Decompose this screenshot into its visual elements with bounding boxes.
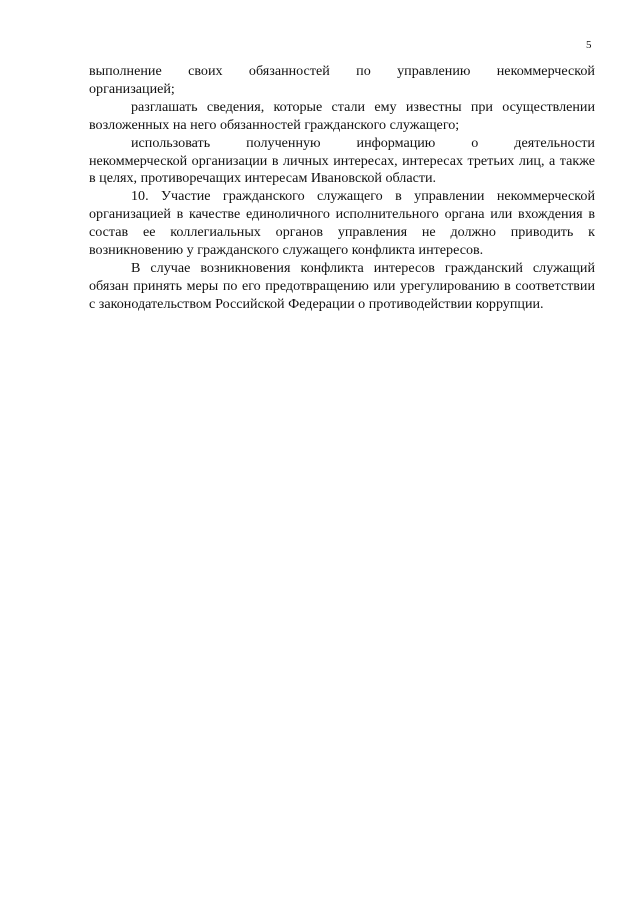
word: полученную xyxy=(246,134,321,151)
word: некоммерческой xyxy=(496,63,595,79)
word: выполнение xyxy=(89,63,162,79)
paragraph-information-use xyxy=(89,135,595,189)
word: своих xyxy=(188,63,223,79)
paragraph-first-line xyxy=(89,135,595,153)
word: деятельности xyxy=(514,134,595,151)
word: обязанностей xyxy=(248,63,330,79)
page-number: 5 xyxy=(586,39,592,51)
word: управлению xyxy=(397,63,471,79)
paragraph-duties xyxy=(89,63,595,99)
word: по xyxy=(356,63,371,79)
paragraph-disclosure: разглашать сведения, которые стали ему известны при осуществлении возложенных на него обязанностей гражданского служащего; xyxy=(89,98,595,133)
paragraph-first-line xyxy=(89,63,595,81)
paragraph-continuation: некоммерческой организации в личных интересах, интересах третьих лиц, а также в целях, противоречащих интересам Ивановской области. xyxy=(89,152,595,187)
word: информацию xyxy=(356,134,436,151)
paragraph-conflict-of-interest: В случае возникновения конфликта интересов гражданский служащий обязан принять меры по его предотвращению или урегулированию в соответствии с законодательством Российской Федерации о противодействии коррупции. xyxy=(89,259,595,312)
paragraph-continuation: организацией; xyxy=(89,80,175,97)
document-body xyxy=(89,63,595,314)
word: использовать xyxy=(131,134,211,151)
word: о xyxy=(471,134,479,151)
paragraph-item-10: 10. Участие гражданского служащего в управлении некоммерческой организацией в качестве единоличного исполнительного органа или вхождения в состав ее коллегиальных органов управления не должно приводить к возникновению у гражданского служащего конфликта интересов. xyxy=(89,188,595,259)
